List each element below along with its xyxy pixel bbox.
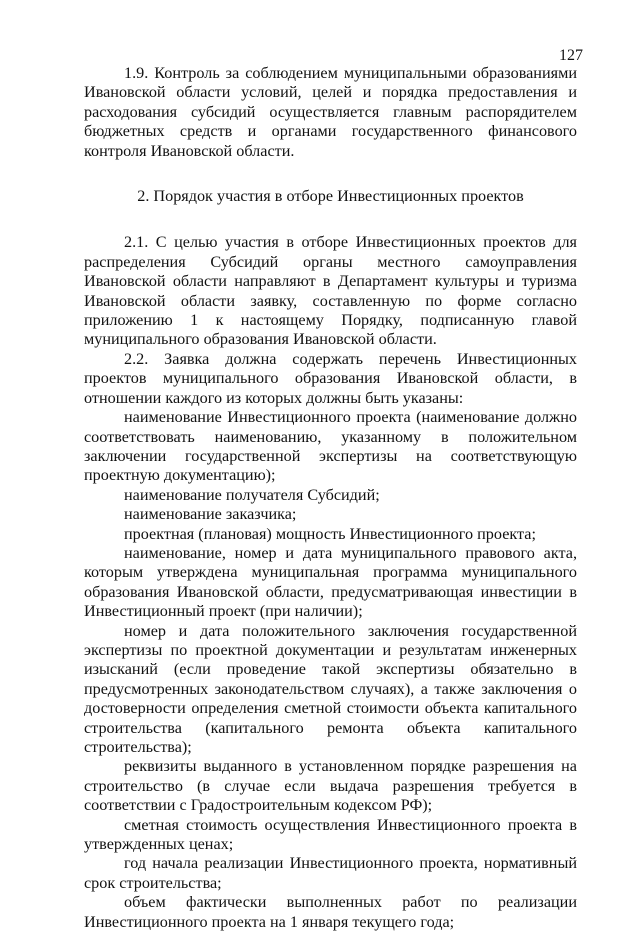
list-item: проектная (плановая) мощность Инвестиционного проекта; — [124, 524, 536, 543]
list-item: реквизиты выданного в установленном порядке разрешения на строительство (в случае если выдача разрешения требуется в соответствии с Градостроительным кодексом РФ); — [84, 757, 577, 815]
list-item: наименование получателя Субсидий; — [124, 485, 380, 504]
section-heading: 2. Порядок участия в отборе Инвестиционных проектов — [137, 187, 524, 206]
list-item: наименование, номер и дата муниципального правового акта, которым утверждена муниципальная программа муниципального образования Ивановской области, предусматривающая инвестиции в Инвестиционный проект (при наличии); — [84, 543, 577, 621]
paragraph-2-1: 2.1. С целью участия в отборе Инвестиционных проектов для распределения Субсидий органы местного самоуправления Ивановской области направляют в Департамент культуры и туризма Ивановской области заявку, составленную по форме согласно приложению 1 к настоящему Порядку, подписанную главой муниципального образования Ивановской области. — [84, 233, 577, 349]
list-item: наименование Инвестиционного проекта (наименование должно соответствовать наименованию, указанному в положительном заключении государственной экспертизы на соответствующую проектную документацию); — [84, 408, 577, 485]
paragraph-1-9: 1.9. Контроль за соблюдением муниципальными образованиями Ивановской области условий, целей и порядка предоставления и расходования субсидий осуществляется главным распорядителем бюджетных средств и органами государственного финансового контроля Ивановской области. — [84, 64, 577, 160]
list-item: наименование заказчика; — [124, 505, 297, 524]
list-item: год начала реализации Инвестиционного проекта, нормативный срок строительства; — [84, 854, 577, 892]
list-item: сметная стоимость осуществления Инвестиционного проекта в утвержденных ценах; — [84, 815, 577, 854]
document-body — [84, 64, 577, 932]
paragraph-2-2: 2.2. Заявка должна содержать перечень Инвестиционных проектов муниципального образования Ивановской области, в отношении каждого из которых должны быть указаны: — [84, 349, 577, 407]
list-item: объем фактически выполненных работ по реализации Инвестиционного проекта на 1 января текущего года; — [84, 893, 577, 931]
list-item: номер и дата положительного заключения государственной экспертизы по проектной документации и результатам инженерных изысканий (если проведение такой экспертизы обязательно в предусмотренных законодательством случаях), а также заключения о достоверности определения сметной стоимости объекта капитального строительства (капитального ремонта объекта капитального строительства); — [84, 621, 577, 756]
page-number: 127 — [559, 47, 583, 64]
